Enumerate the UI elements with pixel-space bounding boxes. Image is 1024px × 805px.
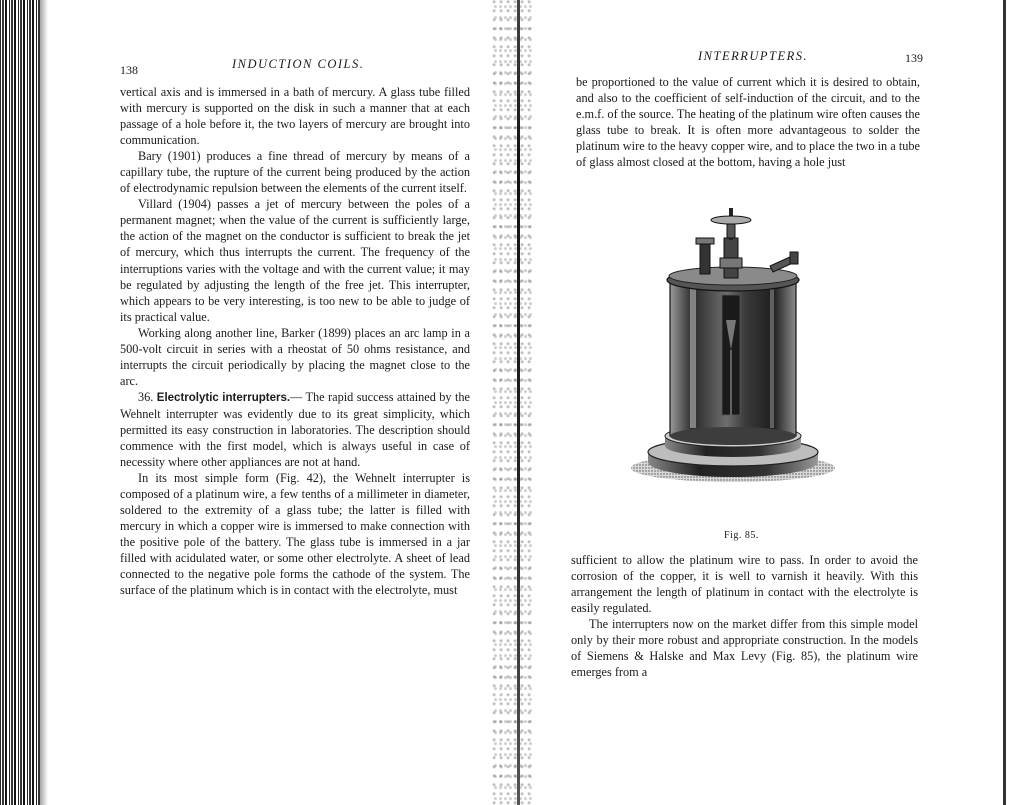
right-page-number: 139 bbox=[905, 51, 923, 65]
paragraph: be proportioned to the value of current which it is desired to obtain, and also to the coefficient of self-induction of the circuit, and to the e.m.f. of the source. The heating of the platinum wire often causes the glass tube to break. It is often more advantageous to solder the platinum wire to the heavy copper wire, and to place the two in a tube of glass almost closed at the bottom, having a hole just bbox=[576, 75, 920, 170]
section-number: 36. bbox=[138, 389, 154, 404]
paragraph: The interrupters now on the market differ from this simple model only by their more robust and appropriate construction. In the models of Siemens & Halske and Max Levy (Fig. 85), the platinum wire emerges from a bbox=[571, 617, 918, 680]
page-gutter-line bbox=[517, 0, 520, 805]
section-text: — The rapid success attained by the Wehnelt interrupter was evidently due to its great simplicity, which permitted its easy construction in laboratories. The description should commence with the first model, which is always useful in case of necessity where other appliances are not at hand. bbox=[120, 389, 471, 470]
scan-binding-edge bbox=[0, 0, 40, 805]
interrupter-illustration bbox=[630, 200, 836, 490]
paragraph: Working along another line, Barker (1899) places an arc lamp in a 500-volt circuit in series with a rheostat of 50 ohms resistance, and interrupts the circuit periodically by placing the magnet close to the arc. bbox=[120, 325, 470, 388]
right-page-top-text bbox=[576, 74, 920, 170]
left-page-body bbox=[120, 84, 470, 599]
paragraph: Villard (1904) passes a jet of mercury between the poles of a permanent magnet; when the value of the current is sufficiently large, the action of the magnet on the conductor is sufficient to break the jet of mercury, which thus interrupts the current. The frequency of the interruptions varies with the voltage and with the current value; it may be regulated by adjusting the length of the free jet. This interrupter, which appears to be very interesting, is too new to be able to judge of its practical value. bbox=[120, 197, 470, 324]
right-running-title: INTERRUPTERS. bbox=[698, 49, 809, 63]
paragraph: vertical axis and is immersed in a bath of mercury. A glass tube filled with mercury is supported on the disk in such a manner that at each passage of a hole before it, the two layers of mercury are brought into communication. bbox=[120, 85, 470, 148]
section-title: Electrolytic interrupters. bbox=[156, 391, 291, 404]
right-page-bottom-text bbox=[571, 552, 918, 680]
page-gutter-noise bbox=[492, 0, 532, 805]
scan-right-edge bbox=[1003, 0, 1006, 805]
paragraph: Bary (1901) produces a fine thread of mercury by means of a capillary tube, the rupture of the current being produced by the action of electrodynamic repulsion between the elements of the current itself. bbox=[120, 149, 470, 196]
section-paragraph bbox=[120, 389, 470, 470]
left-running-title: INDUCTION COILS. bbox=[232, 57, 365, 71]
paragraph: sufficient to allow the platinum wire to pass. In order to avoid the corrosion of the copper, it is well to varnish it heavily. With this arrangement the length of platinum in contact with the electrolyte is easily regulated. bbox=[571, 553, 918, 616]
scan-edge-shadow bbox=[40, 0, 48, 805]
paragraph: In its most simple form (Fig. 42), the Wehnelt interrupter is composed of a platinum wire, a few tenths of a millimeter in diameter, soldered to the extremity of a glass tube; the latter is filled with mercury in which a copper wire is immersed to make connection with the positive pole of the battery. The glass tube is immersed in a jar filled with acidulated water, or some other electrolyte. A sheet of lead connected to the negative pole forms the cathode of the system. The surface of the platinum which is in contact with the electrolyte, must bbox=[120, 471, 470, 598]
figure-caption: Fig. 85. bbox=[724, 530, 759, 541]
left-page-number: 138 bbox=[120, 63, 138, 77]
